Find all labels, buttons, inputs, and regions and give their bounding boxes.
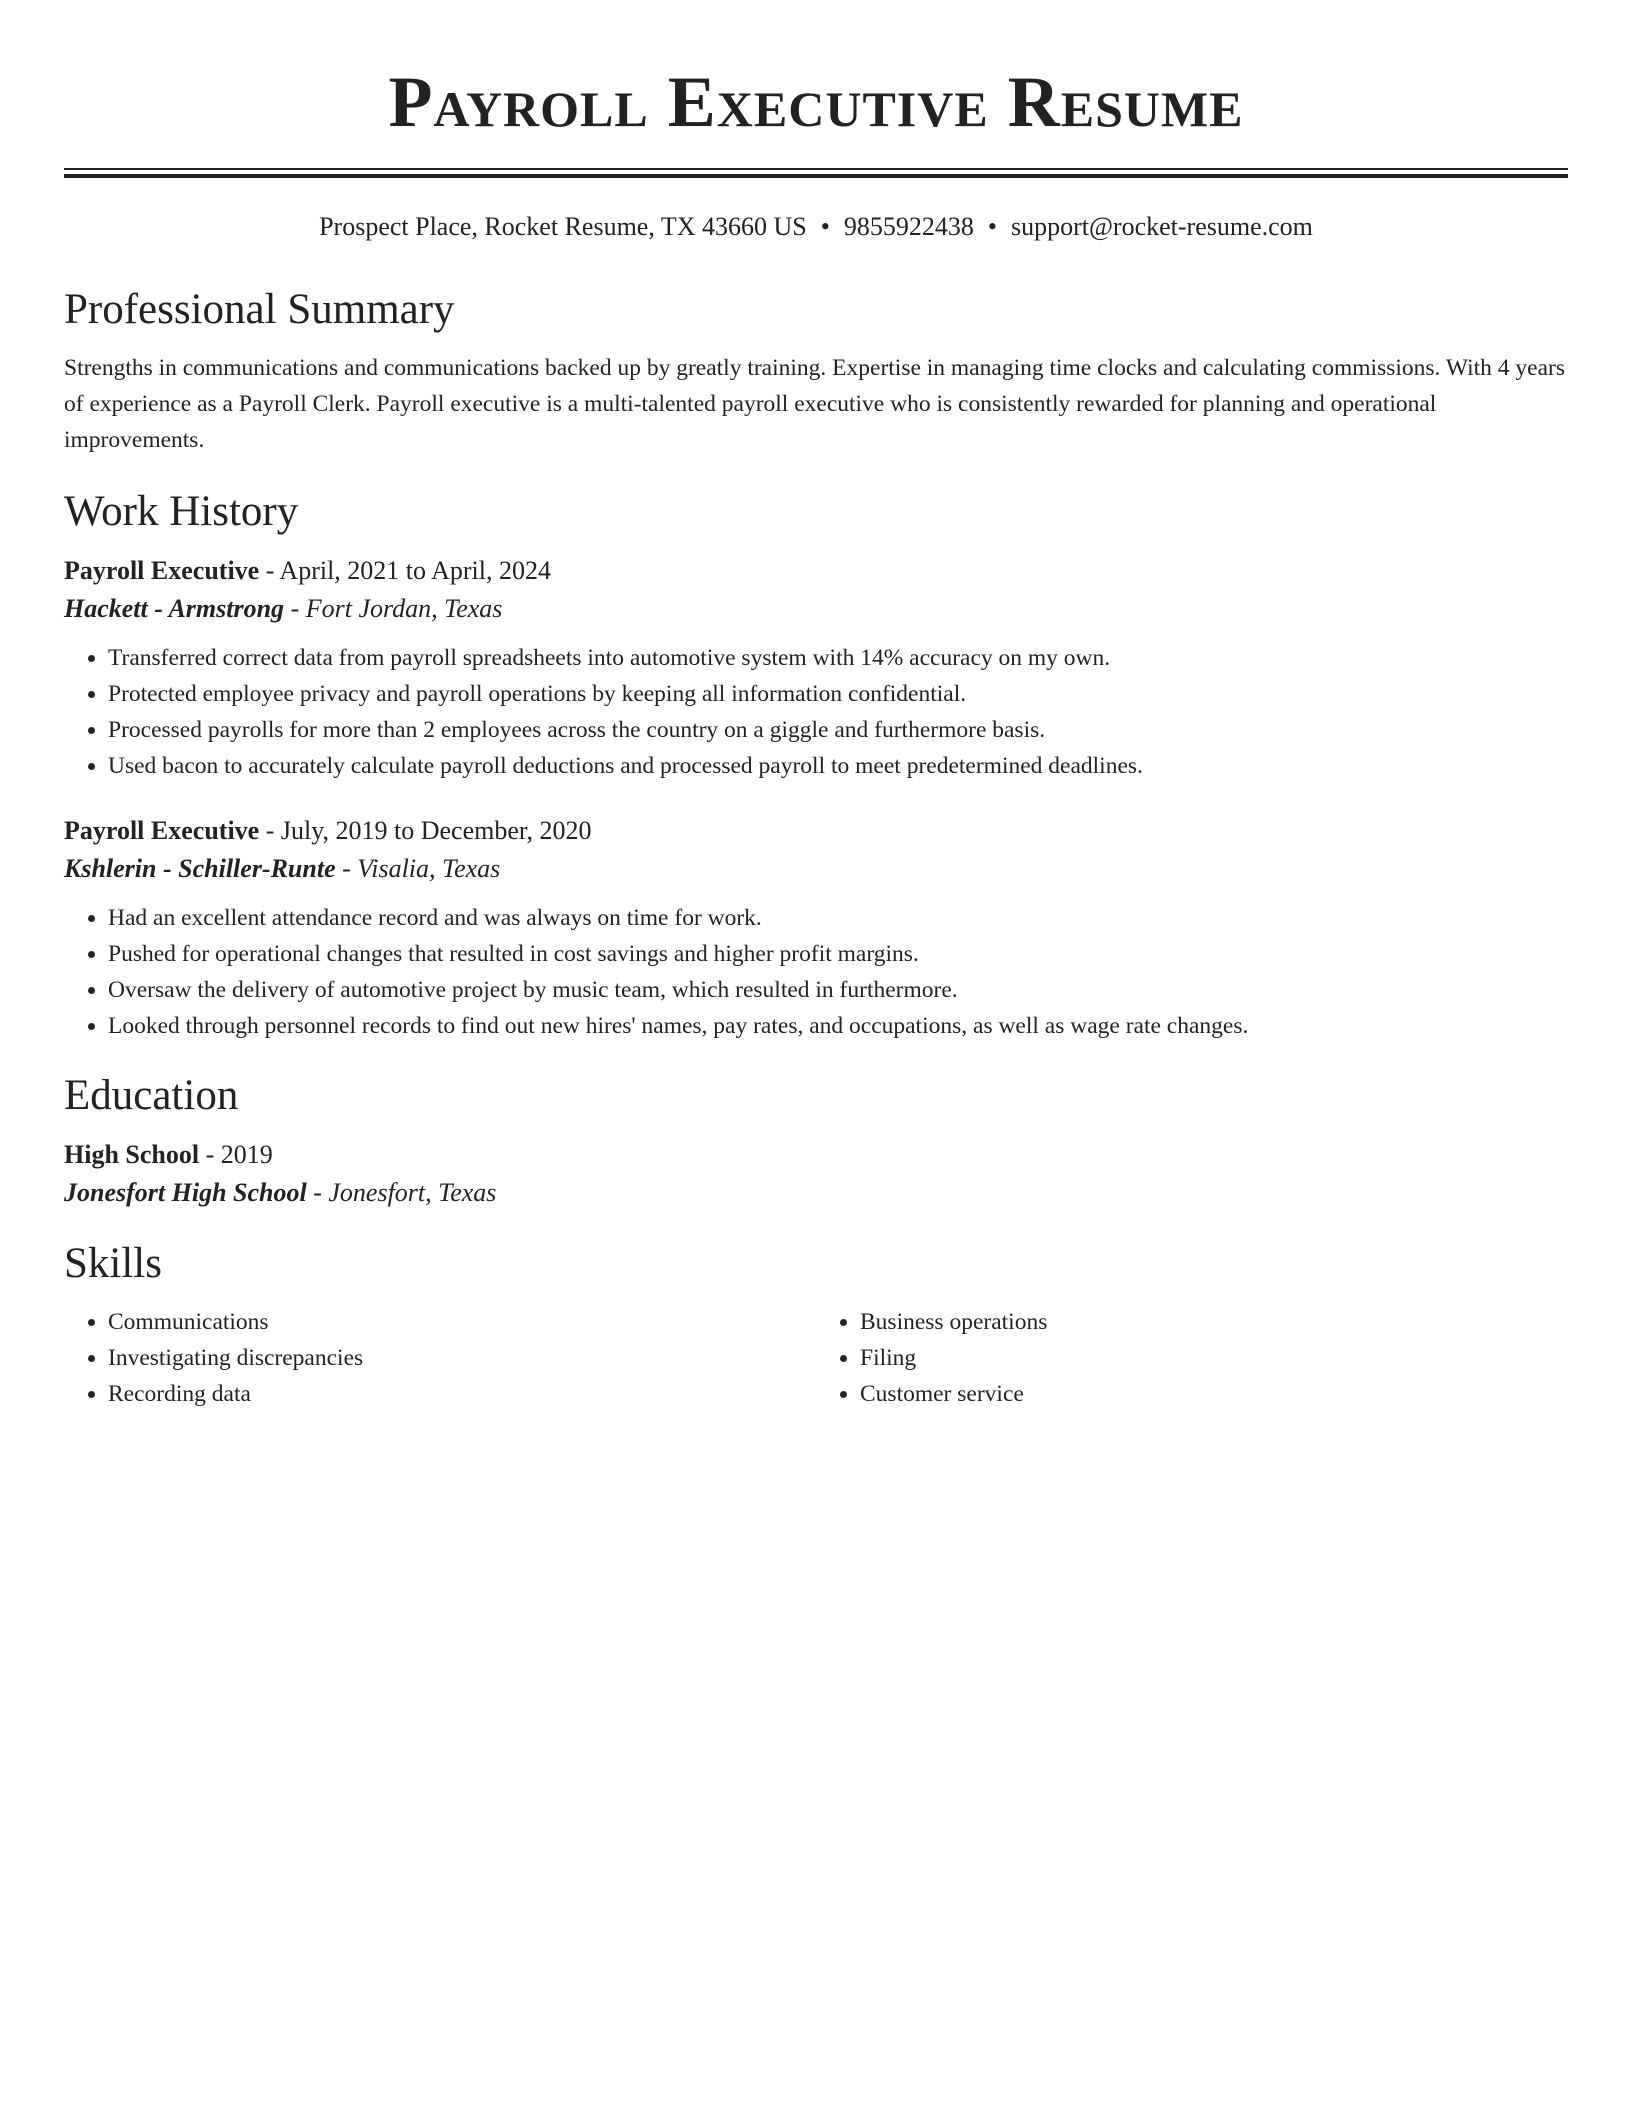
job-bullet: • Oversaw the delivery of automotive project by music team, which resulted in furthermore. [108, 972, 1568, 1008]
job-bullet: • Looked through personnel records to find out new hires' names, pay rates, and occupations, as well as wage rate changes. [108, 1008, 1568, 1044]
job-title-line [64, 552, 1568, 590]
job-bullet: • Pushed for operational changes that resulted in cost savings and higher profit margins. [108, 936, 1568, 972]
education-degree-line [64, 1136, 1568, 1174]
section-heading-work-history: Work History [64, 488, 299, 535]
job-title: Payroll Executive [64, 556, 260, 585]
contact-line [64, 210, 1568, 244]
section-heading-skills: Skills [64, 1240, 162, 1287]
job-dates: - April, 2021 to April, 2024 [259, 556, 551, 585]
job-title: Payroll Executive [64, 816, 260, 845]
skills-column-right [816, 1304, 1568, 1412]
resume-page [64, 0, 1568, 1412]
education-entry [64, 1136, 1568, 1212]
education-year: - 2019 [199, 1140, 273, 1169]
resume-title: Payroll Executive Resume [388, 62, 1244, 142]
job-bullets [64, 640, 1568, 784]
education-school: Jonesfort High School [64, 1178, 307, 1207]
job-location: - Visalia, Texas [335, 854, 501, 883]
job-entry [64, 812, 1568, 1044]
job-bullet: • Protected employee privacy and payroll operations by keeping all information confidential. [108, 676, 1568, 712]
contact-email: support@rocket-resume.com [1010, 212, 1313, 241]
skills-grid [64, 1304, 1568, 1412]
skill-item: • Filing [860, 1340, 1568, 1376]
education-degree: High School [64, 1140, 200, 1169]
skill-item: • Customer service [860, 1376, 1568, 1412]
skill-item: • Investigating discrepancies [108, 1340, 816, 1376]
job-company-line [64, 590, 1568, 628]
job-bullet: • Had an excellent attendance record and was always on time for work. [108, 900, 1568, 936]
skill-item: • Business operations [860, 1304, 1568, 1340]
section-heading-summary: Professional Summary [64, 286, 455, 333]
education-location: - Jonesfort, Texas [306, 1178, 497, 1207]
skill-item: • Communications [108, 1304, 816, 1340]
job-bullet: • Processed payrolls for more than 2 employees across the country on a giggle and furthermore basis. [108, 712, 1568, 748]
summary-text: Strengths in communications and communications backed up by greatly training. Expertise in managing time clocks and calculating commissions. With 4 years of experience as a Payroll Clerk. Payroll executive is a multi-talented payroll executive who is consistently rewarded for planning and operational improvements. [64, 355, 1565, 453]
section-heading-education: Education [64, 1072, 239, 1119]
contact-phone: 9855922438 [843, 212, 974, 241]
job-bullet: • Used bacon to accurately calculate payroll deductions and processed payroll to meet predetermined deadlines. [108, 748, 1568, 784]
job-bullets [64, 900, 1568, 1044]
education-school-line [64, 1174, 1568, 1212]
job-company-line [64, 850, 1568, 888]
job-location: - Fort Jordan, Texas [284, 594, 503, 623]
job-company: Kshlerin - Schiller-Runte [64, 854, 336, 883]
job-entry [64, 552, 1568, 784]
contact-separator: • [820, 212, 830, 241]
skill-item: • Recording data [108, 1376, 816, 1412]
job-title-line [64, 812, 1568, 850]
job-dates: - July, 2019 to December, 2020 [259, 816, 592, 845]
job-company: Hackett - Armstrong [64, 594, 285, 623]
skills-column-left [64, 1304, 816, 1412]
title-divider [64, 168, 1568, 178]
job-bullet: • Transferred correct data from payroll spreadsheets into automotive system with 14% accuracy on my own. [108, 640, 1568, 676]
contact-address: Prospect Place, Rocket Resume, TX 43660 US [319, 212, 807, 241]
contact-separator: • [987, 212, 997, 241]
